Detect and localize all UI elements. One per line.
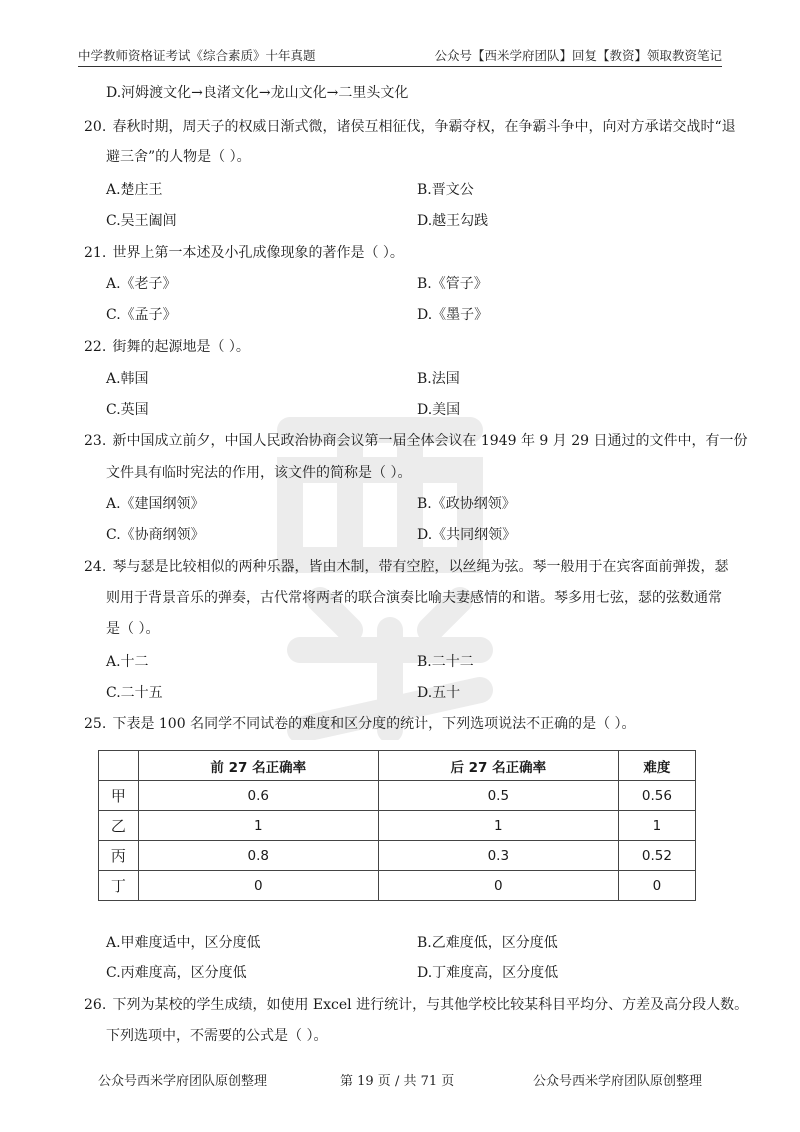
question-20 — [84, 116, 736, 136]
option-d[interactable]: D.丁难度高，区分度低 — [417, 965, 559, 981]
table-cell: 0.52 — [618, 841, 695, 871]
table-cell: 0 — [138, 871, 378, 901]
option-c[interactable]: C.英国 — [106, 402, 149, 418]
option-c[interactable]: C.丙难度高，区分度低 — [106, 965, 247, 981]
table-row — [99, 811, 696, 841]
question-number: 22. — [84, 339, 107, 355]
question-text-cont: 下列选项中，不需要的公式是（ ）。 — [106, 1028, 328, 1044]
option-d[interactable]: D.越王勾践 — [417, 213, 489, 229]
table-cell: 0.56 — [618, 781, 695, 811]
option-d[interactable]: D.五十 — [417, 685, 461, 701]
table-cell: 1 — [378, 811, 618, 841]
table-cell: 甲 — [99, 781, 139, 811]
question-text: 下表是 100 名同学不同试卷的难度和区分度的统计，下列选项说法不正确的是（ ）。 — [112, 716, 636, 732]
option-a[interactable]: A.《老子》 — [106, 276, 177, 292]
option-d[interactable]: D.《墨子》 — [417, 307, 489, 323]
page-header — [78, 38, 722, 67]
question-23 — [84, 430, 748, 450]
table-header-cell: 后 27 名正确率 — [378, 751, 618, 781]
table-cell: 0 — [618, 871, 695, 901]
question-number: 26. — [84, 997, 107, 1013]
option-b[interactable]: B.《政协纲领》 — [417, 496, 516, 512]
option-b[interactable]: B.《管子》 — [417, 276, 488, 292]
table-cell: 0.5 — [378, 781, 618, 811]
table-cell: 0.6 — [138, 781, 378, 811]
option-b[interactable]: B.法国 — [417, 371, 460, 387]
question-text: 街舞的起源地是（ ）。 — [112, 339, 250, 355]
question-number: 23. — [84, 433, 107, 449]
option-a[interactable]: A.楚庄王 — [106, 182, 163, 198]
header-title: 中学教师资格证考试《综合素质》十年真题 — [78, 48, 316, 63]
question-text: 世界上第一本述及小孔成像现象的著作是（ ）。 — [112, 245, 404, 261]
page-number: 第 19 页 / 共 71 页 — [340, 1074, 455, 1089]
table-cell: 乙 — [99, 811, 139, 841]
table-cell: 丁 — [99, 871, 139, 901]
question-26 — [84, 994, 748, 1014]
table-cell: 1 — [618, 811, 695, 841]
table-cell: 0 — [378, 871, 618, 901]
option-d[interactable]: D.美国 — [417, 402, 461, 418]
table-header-cell: 难度 — [618, 751, 695, 781]
table-cell: 1 — [138, 811, 378, 841]
question-25 — [84, 713, 636, 733]
question-number: 20. — [84, 119, 107, 135]
table-row — [99, 781, 696, 811]
question-number: 25. — [84, 716, 107, 732]
option-c[interactable]: C.《孟子》 — [106, 307, 177, 323]
question-21 — [84, 242, 404, 262]
question-text-cont: 文件具有临时宪法的作用，该文件的简称是（ ）。 — [106, 465, 412, 481]
question-number: 24. — [84, 559, 107, 575]
footer-right: 公众号西米学府团队原创整理 — [532, 1074, 702, 1089]
option-c[interactable]: C.二十五 — [106, 685, 163, 701]
stats-table — [98, 750, 696, 901]
option-a[interactable]: A.甲难度适中，区分度低 — [106, 935, 261, 951]
question-22 — [84, 336, 250, 356]
option-d[interactable]: D.《共同纲领》 — [417, 527, 517, 543]
table-row — [99, 841, 696, 871]
option-b[interactable]: B.乙难度低，区分度低 — [417, 935, 558, 951]
question-text-cont: 避三舍”的人物是（ ）。 — [106, 149, 251, 165]
table-cell: 0.3 — [378, 841, 618, 871]
table-cell: 丙 — [99, 841, 139, 871]
footer-left: 公众号西米学府团队原创整理 — [98, 1074, 268, 1089]
top-option: D.河姆渡文化→良渚文化→龙山文化→二里头文化 — [106, 85, 409, 101]
question-text: 新中国成立前夕，中国人民政治协商会议第一届全体会议在 1949 年 9 月 29 日通过的文件中，有一份 — [112, 433, 748, 449]
question-text-cont: 则用于背景音乐的弹奏，古代常将两者的联合演奏比喻夫妻感情的和谐。琴多用七弦，瑟的弦数通常 — [106, 590, 722, 606]
option-c[interactable]: C.《协商纲领》 — [106, 527, 205, 543]
option-b[interactable]: B.晋文公 — [417, 182, 474, 198]
table-header-cell — [99, 751, 139, 781]
option-a[interactable]: A.韩国 — [106, 371, 149, 387]
option-c[interactable]: C.吴王阖闾 — [106, 213, 177, 229]
table-cell: 0.8 — [138, 841, 378, 871]
question-number: 21. — [84, 245, 107, 261]
table-header-cell: 前 27 名正确率 — [138, 751, 378, 781]
question-text: 下列为某校的学生成绩，如使用 Excel 进行统计，与其他学校比较某科目平均分、方差及高分段人数。 — [112, 997, 749, 1013]
option-a[interactable]: A.十二 — [106, 654, 149, 670]
question-text-cont: 是（ ）。 — [106, 621, 160, 637]
header-promo: 公众号【西米学府团队】回复【教资】领取教资笔记 — [434, 48, 722, 63]
option-b[interactable]: B.二十二 — [417, 654, 474, 670]
option-a[interactable]: A.《建国纲领》 — [106, 496, 205, 512]
question-text: 春秋时期，周天子的权威日渐式微，诸侯互相征伐，争霸夺权，在争霸斗争中，向对方承诺交战时“退 — [112, 119, 736, 135]
question-24 — [84, 556, 728, 576]
table-row — [99, 871, 696, 901]
question-text: 琴与瑟是比较相似的两种乐器，皆由木制，带有空腔，以丝绳为弦。琴一般用于在宾客面前弹拨，瑟 — [112, 559, 729, 575]
table-header-row — [99, 751, 696, 781]
